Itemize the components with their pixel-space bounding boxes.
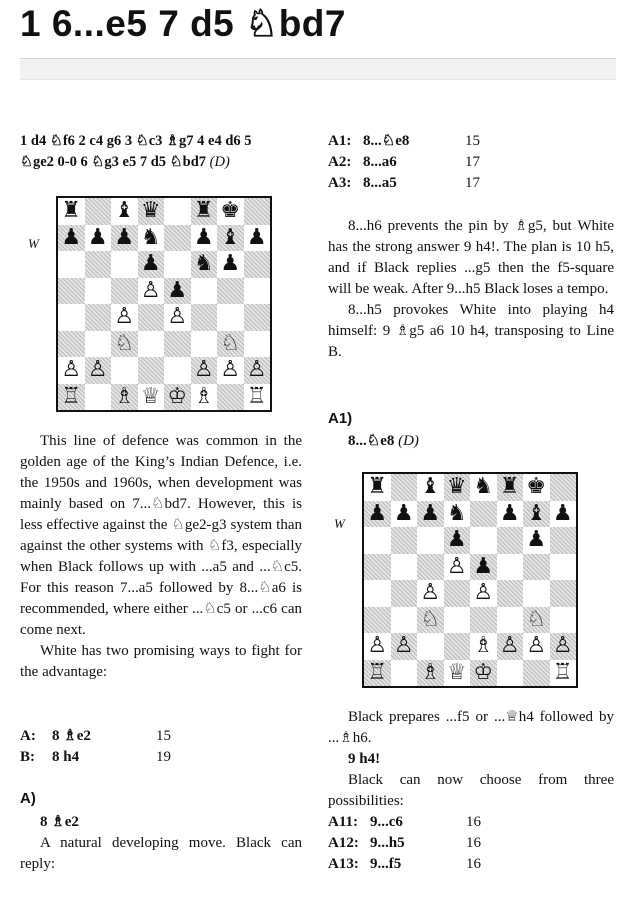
section-a-heading: A) (20, 790, 36, 807)
line-label: B: (20, 749, 35, 765)
chess-piece-icon: ♗ (193, 383, 214, 409)
square-f5 (497, 554, 524, 581)
square-f3 (191, 331, 218, 358)
square-g4 (217, 304, 244, 331)
square-g8 (523, 474, 550, 501)
square-a1 (58, 384, 85, 411)
chess-piece-icon: ♙ (87, 357, 108, 383)
diagram-marker: (D) (394, 433, 419, 449)
square-f8 (497, 474, 524, 501)
line-label: A1: (328, 133, 352, 149)
line-move: 9...c6 (370, 814, 403, 830)
square-c8 (417, 474, 444, 501)
square-e1 (470, 660, 497, 687)
square-c5 (417, 554, 444, 581)
square-b5 (85, 278, 112, 305)
intro-moves-line1: 1 d4 ♘f6 2 c4 g6 3 ♘c3 ♗g7 4 e4 d6 5 (20, 133, 252, 149)
square-e8 (470, 474, 497, 501)
chess-piece-icon: ♘ (220, 330, 241, 356)
square-c8 (111, 198, 138, 225)
chess-piece-icon: ♜ (367, 474, 388, 500)
square-d3 (138, 331, 165, 358)
square-e7 (470, 501, 497, 528)
square-g2 (217, 357, 244, 384)
square-a7 (58, 225, 85, 252)
section-a1-move-line (348, 431, 419, 452)
board1-side-to-move: W (28, 236, 39, 251)
square-f3 (497, 607, 524, 634)
square-a2 (364, 633, 391, 660)
square-a5 (58, 278, 85, 305)
chess-piece-icon: ♖ (367, 659, 388, 685)
square-f8 (191, 198, 218, 225)
square-g8 (217, 198, 244, 225)
square-e2 (164, 357, 191, 384)
square-e6 (164, 251, 191, 278)
square-d8 (444, 474, 471, 501)
square-f4 (497, 580, 524, 607)
square-h7 (550, 501, 577, 528)
chess-piece-icon: ♟ (393, 500, 414, 526)
line-move: 9...h5 (370, 835, 405, 851)
square-b4 (85, 304, 112, 331)
chess-piece-icon: ♟ (114, 224, 135, 250)
square-f1 (191, 384, 218, 411)
square-h3 (550, 607, 577, 634)
square-a8 (58, 198, 85, 225)
chess-piece-icon: ♗ (420, 659, 441, 685)
square-e5 (470, 554, 497, 581)
chapter-title: 1 6...e5 7 d5 ♘bd7 (20, 3, 346, 44)
square-g5 (217, 278, 244, 305)
section-a-paragraph: A natural developing move. Black can reply: (20, 835, 302, 872)
chess-piece-icon: ♙ (526, 633, 547, 659)
square-c5 (111, 278, 138, 305)
chess-piece-icon: ♖ (61, 383, 82, 409)
square-h5 (550, 554, 577, 581)
square-b8 (85, 198, 112, 225)
square-a3 (58, 331, 85, 358)
line-page: 17 (465, 154, 480, 170)
prepares-paragraph: Black prepares ...f5 or ...♕h4 followed by ...♗h6. (328, 709, 614, 746)
chess-piece-icon: ♟ (420, 500, 441, 526)
line-page: 15 (156, 728, 171, 744)
square-c6 (111, 251, 138, 278)
line-page: 16 (466, 856, 481, 872)
square-h6 (550, 527, 577, 554)
chess-piece-icon: ♘ (526, 606, 547, 632)
square-c4 (417, 580, 444, 607)
chess-piece-icon: ♟ (193, 224, 214, 250)
section-a-text (20, 833, 302, 875)
chess-piece-icon: ♙ (140, 277, 161, 303)
square-d8 (138, 198, 165, 225)
square-c2 (111, 357, 138, 384)
chess-piece-icon: ♟ (61, 224, 82, 250)
square-h2 (244, 357, 271, 384)
line-label: A12: (328, 835, 359, 851)
square-h4 (244, 304, 271, 331)
line-row (328, 131, 480, 152)
chess-piece-icon: ♞ (473, 474, 494, 500)
square-d5 (138, 278, 165, 305)
chess-piece-icon: ♚ (526, 474, 547, 500)
square-f7 (497, 501, 524, 528)
square-f6 (497, 527, 524, 554)
square-a4 (58, 304, 85, 331)
square-h3 (244, 331, 271, 358)
after-diagram-text (328, 707, 614, 812)
chess-piece-icon: ♟ (220, 251, 241, 277)
chess-piece-icon: ♚ (220, 198, 241, 224)
chess-piece-icon: ♕ (140, 383, 161, 409)
line-label: A2: (328, 154, 352, 170)
chess-piece-icon: ♝ (420, 474, 441, 500)
square-b3 (391, 607, 418, 634)
square-a3 (364, 607, 391, 634)
square-c7 (417, 501, 444, 528)
square-g7 (217, 225, 244, 252)
chess-piece-icon: ♙ (246, 357, 267, 383)
intro-moves (20, 131, 320, 173)
line-page: 19 (156, 749, 171, 765)
square-b7 (391, 501, 418, 528)
sub-lines-table (328, 812, 481, 875)
line-label: A11: (328, 814, 358, 830)
square-f6 (191, 251, 218, 278)
square-g4 (523, 580, 550, 607)
chess-piece-icon: ♙ (473, 580, 494, 606)
line-row (20, 726, 171, 747)
intro-moves-line2 (20, 152, 320, 173)
line-move: 8 h4 (52, 749, 80, 765)
section-a1-move: 8...♘e8 (348, 433, 395, 449)
line-move: 8...a6 (363, 154, 397, 170)
square-d1 (138, 384, 165, 411)
square-g6 (523, 527, 550, 554)
square-e1 (164, 384, 191, 411)
square-d2 (138, 357, 165, 384)
square-e4 (164, 304, 191, 331)
square-g3 (523, 607, 550, 634)
square-b2 (391, 633, 418, 660)
chess-piece-icon: ♙ (61, 357, 82, 383)
chess-piece-icon: ♜ (193, 198, 214, 224)
square-h5 (244, 278, 271, 305)
intro-moves-line2-text: ♘ge2 0-0 6 ♘g3 e5 7 d5 ♘bd7 (20, 154, 207, 170)
square-h1 (244, 384, 271, 411)
chess-piece-icon: ♖ (552, 659, 573, 685)
chess-piece-icon: ♞ (446, 500, 467, 526)
square-c4 (111, 304, 138, 331)
square-g2 (523, 633, 550, 660)
square-d1 (444, 660, 471, 687)
chess-piece-icon: ♟ (499, 500, 520, 526)
chess-piece-icon: ♟ (140, 251, 161, 277)
line-label: A3: (328, 175, 352, 191)
square-e5 (164, 278, 191, 305)
line-page: 16 (466, 814, 481, 830)
title-divider (20, 58, 616, 80)
square-h1 (550, 660, 577, 687)
h6-paragraph: 8...h6 prevents the pin by ♗g5, but White has the strong answer 9 h4!. The plan is 10 h5, and if Black replies ...g5 then the f5-square will be weak. After 9...h5 Black loses a tempo. (328, 218, 614, 297)
chess-piece-icon: ♗ (114, 383, 135, 409)
chess-piece-icon: ♙ (220, 357, 241, 383)
diagram-marker: (D) (206, 154, 230, 170)
h4-move: 9 h4! (348, 751, 381, 767)
square-a4 (364, 580, 391, 607)
square-h8 (550, 474, 577, 501)
choose-paragraph: Black can now choose from three possibilities: (328, 772, 614, 809)
square-e7 (164, 225, 191, 252)
advantage-paragraph: White has two promising ways to fight for the advantage: (20, 643, 302, 680)
square-h7 (244, 225, 271, 252)
top-lines-table (328, 131, 480, 194)
chess-piece-icon: ♘ (420, 606, 441, 632)
chess-piece-icon: ♜ (499, 474, 520, 500)
chess-piece-icon: ♛ (140, 198, 161, 224)
chess-diagram-2 (362, 472, 578, 688)
line-label: A: (20, 728, 36, 744)
line-move: 8...♘e8 (363, 133, 410, 149)
chess-piece-icon: ♟ (446, 527, 467, 553)
line-page: 17 (465, 175, 480, 191)
square-c7 (111, 225, 138, 252)
chess-piece-icon: ♙ (393, 633, 414, 659)
line-label: A13: (328, 856, 359, 872)
chess-diagram-1 (56, 196, 272, 412)
square-c1 (417, 660, 444, 687)
square-b3 (85, 331, 112, 358)
chess-piece-icon: ♙ (193, 357, 214, 383)
chess-piece-icon: ♘ (114, 330, 135, 356)
square-d7 (138, 225, 165, 252)
square-h8 (244, 198, 271, 225)
chess-piece-icon: ♝ (526, 500, 547, 526)
chess-piece-icon: ♔ (473, 659, 494, 685)
square-d4 (138, 304, 165, 331)
square-f4 (191, 304, 218, 331)
square-d2 (444, 633, 471, 660)
square-g1 (523, 660, 550, 687)
line-row (328, 173, 480, 194)
square-h2 (550, 633, 577, 660)
square-b1 (391, 660, 418, 687)
square-c6 (417, 527, 444, 554)
square-a6 (364, 527, 391, 554)
square-e8 (164, 198, 191, 225)
main-lines-table (20, 726, 171, 768)
line-row (328, 812, 481, 833)
square-e3 (470, 607, 497, 634)
square-g3 (217, 331, 244, 358)
section-a1-heading: A1) (328, 410, 353, 427)
line-row (328, 152, 480, 173)
square-g6 (217, 251, 244, 278)
square-e3 (164, 331, 191, 358)
chess-piece-icon: ♟ (526, 527, 547, 553)
square-d6 (444, 527, 471, 554)
chess-piece-icon: ♙ (446, 553, 467, 579)
square-g5 (523, 554, 550, 581)
chess-piece-icon: ♙ (114, 304, 135, 330)
line-row (20, 747, 171, 768)
chess-piece-icon: ♟ (473, 553, 494, 579)
chess-piece-icon: ♙ (420, 580, 441, 606)
square-f2 (191, 357, 218, 384)
square-e4 (470, 580, 497, 607)
chess-piece-icon: ♟ (367, 500, 388, 526)
square-f5 (191, 278, 218, 305)
square-h6 (244, 251, 271, 278)
chess-piece-icon: ♜ (61, 198, 82, 224)
square-f2 (497, 633, 524, 660)
line-move: 8 ♗e2 (52, 728, 91, 744)
square-c3 (417, 607, 444, 634)
line-move: 8...a5 (363, 175, 397, 191)
square-b8 (391, 474, 418, 501)
chess-piece-icon: ♛ (446, 474, 467, 500)
square-b1 (85, 384, 112, 411)
right-column-text (328, 216, 614, 363)
square-d7 (444, 501, 471, 528)
chess-piece-icon: ♟ (552, 500, 573, 526)
chess-piece-icon: ♖ (246, 383, 267, 409)
square-e2 (470, 633, 497, 660)
square-g1 (217, 384, 244, 411)
square-b7 (85, 225, 112, 252)
square-d6 (138, 251, 165, 278)
left-column-text (20, 431, 302, 683)
chess-piece-icon: ♗ (473, 633, 494, 659)
square-e6 (470, 527, 497, 554)
section-a-move: 8 ♗e2 (40, 814, 79, 830)
chess-piece-icon: ♔ (167, 383, 188, 409)
line-move: 9...f5 (370, 856, 402, 872)
square-d5 (444, 554, 471, 581)
square-b2 (85, 357, 112, 384)
chess-piece-icon: ♞ (140, 224, 161, 250)
board2-side-to-move: W (334, 516, 345, 531)
chess-piece-icon: ♕ (446, 659, 467, 685)
square-h4 (550, 580, 577, 607)
line-row (328, 833, 481, 854)
square-b4 (391, 580, 418, 607)
square-c2 (417, 633, 444, 660)
chess-piece-icon: ♙ (367, 633, 388, 659)
square-a6 (58, 251, 85, 278)
square-a2 (58, 357, 85, 384)
line-page: 15 (465, 133, 480, 149)
square-a1 (364, 660, 391, 687)
line-page: 16 (466, 835, 481, 851)
chess-piece-icon: ♙ (499, 633, 520, 659)
h5-paragraph: 8...h5 provokes White into playing h4 himself: 9 ♗g5 a6 10 h4, transposing to Line B. (328, 302, 614, 360)
square-b5 (391, 554, 418, 581)
square-f7 (191, 225, 218, 252)
chess-piece-icon: ♝ (114, 198, 135, 224)
square-f1 (497, 660, 524, 687)
square-g7 (523, 501, 550, 528)
square-d3 (444, 607, 471, 634)
chess-piece-icon: ♞ (193, 251, 214, 277)
square-a5 (364, 554, 391, 581)
square-b6 (391, 527, 418, 554)
square-a7 (364, 501, 391, 528)
square-c1 (111, 384, 138, 411)
square-d4 (444, 580, 471, 607)
chess-piece-icon: ♝ (220, 224, 241, 250)
intro-paragraph: This line of defence was common in the golden age of the King’s Indian Defence, i.e. the 1950s and 1960s, when development was mainly based on 7...♘bd7. However, this is less effective against the ♘ge2-g3 system than against the other systems with ♘f3, especially when Black follows up with ...a5 and ...♘c5. For this reason 7...a5 followed by 8...♘a6 is recommended, where either ...♘c5 or ...c6 can come next. (20, 433, 302, 638)
square-a8 (364, 474, 391, 501)
chess-piece-icon: ♟ (246, 224, 267, 250)
chess-piece-icon: ♟ (167, 277, 188, 303)
chess-piece-icon: ♙ (167, 304, 188, 330)
line-row (328, 854, 481, 875)
square-c3 (111, 331, 138, 358)
square-b6 (85, 251, 112, 278)
chess-piece-icon: ♟ (87, 224, 108, 250)
chess-piece-icon: ♙ (552, 633, 573, 659)
